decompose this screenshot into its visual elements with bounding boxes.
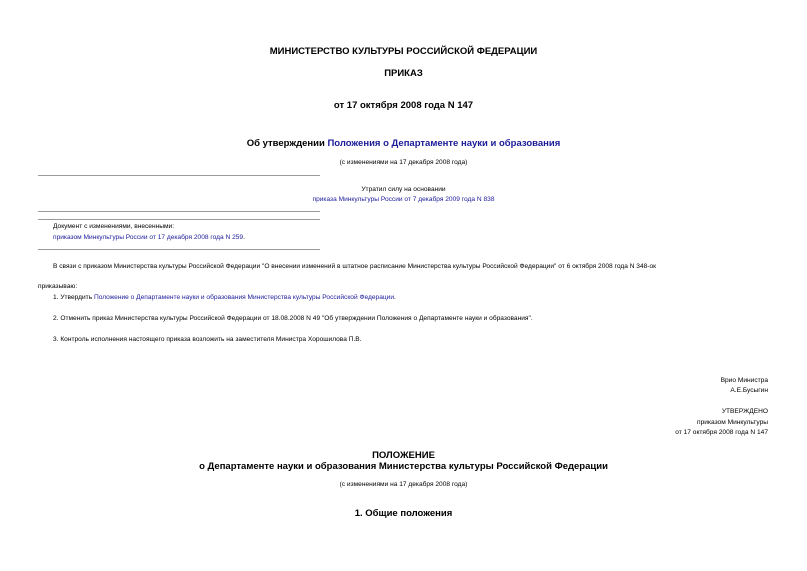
changes-order-link[interactable]: приказом Минкультуры России от 17 декабря 2008 года N 259	[53, 234, 244, 241]
divider-3	[38, 219, 320, 220]
doc-type-heading: ПРИКАЗ	[384, 68, 423, 79]
changes-note-line	[53, 234, 245, 241]
divider-2	[38, 211, 320, 212]
item-1-link[interactable]: Положение о Департаменте науки и образования Министерства культуры Российской Федерации	[93, 294, 394, 301]
divider-4	[38, 249, 320, 250]
intro-paragraph: В связи с приказом Министерства культуры Российской Федерации "О внесении изменений в штатное расписание Министерства культуры Российской Федерации" от 6 октября 2008 года N 348-ок	[53, 263, 657, 270]
order-title-prefix: Об утверждении	[246, 138, 328, 149]
title-amendments: (с изменениями на 17 декабря 2008 года)	[339, 159, 468, 166]
signature-name: А.Е.Бусыгин	[730, 387, 768, 394]
regulation-title-link[interactable]: Положения о Департаменте науки и образования	[327, 138, 561, 149]
order-date-number: от 17 октября 2008 года N 147	[333, 100, 474, 111]
changes-note-label: Документ с изменениями, внесенными:	[53, 223, 175, 230]
approved-date: от 17 октября 2008 года N 147	[675, 429, 768, 436]
expired-note: Утратил силу на основании	[361, 186, 446, 193]
item-1-prefix: 1. Утвердить	[53, 294, 94, 301]
regulation-amendments: (с изменениями на 17 декабря 2008 года)	[339, 481, 468, 488]
changes-note-suffix: .	[243, 234, 245, 241]
item-2: 2. Отменить приказ Министерства культуры Российской Федерации от 18.08.2008 N 49 "Об утверждении Положения о Департаменте науки и образования".	[53, 315, 533, 322]
section-1-heading: 1. Общие положения	[354, 508, 453, 519]
expired-order-link[interactable]: приказа Минкультуры России от 7 декабря 2009 года N 838	[312, 196, 495, 203]
ministry-heading: МИНИСТЕРСТВО КУЛЬТУРЫ РОССИЙСКОЙ ФЕДЕРАЦИИ	[269, 46, 538, 57]
order-word: приказываю:	[38, 283, 78, 290]
item-3: 3. Контроль исполнения настоящего приказа возложить на заместителя Министра Хорошилова П.В.	[53, 336, 362, 343]
regulation-subtitle: о Департаменте науки и образования Министерства культуры Российской Федерации	[199, 461, 608, 472]
signature-position: Врио Министра	[720, 377, 768, 384]
order-title	[0, 138, 807, 149]
approved-label: УТВЕРЖДЕНО	[721, 408, 768, 415]
divider-top	[38, 175, 320, 176]
item-1-suffix: .	[394, 294, 396, 301]
approved-by: приказом Минкультуры	[697, 419, 768, 426]
item-1	[53, 294, 396, 301]
regulation-title: ПОЛОЖЕНИЕ	[372, 450, 435, 461]
